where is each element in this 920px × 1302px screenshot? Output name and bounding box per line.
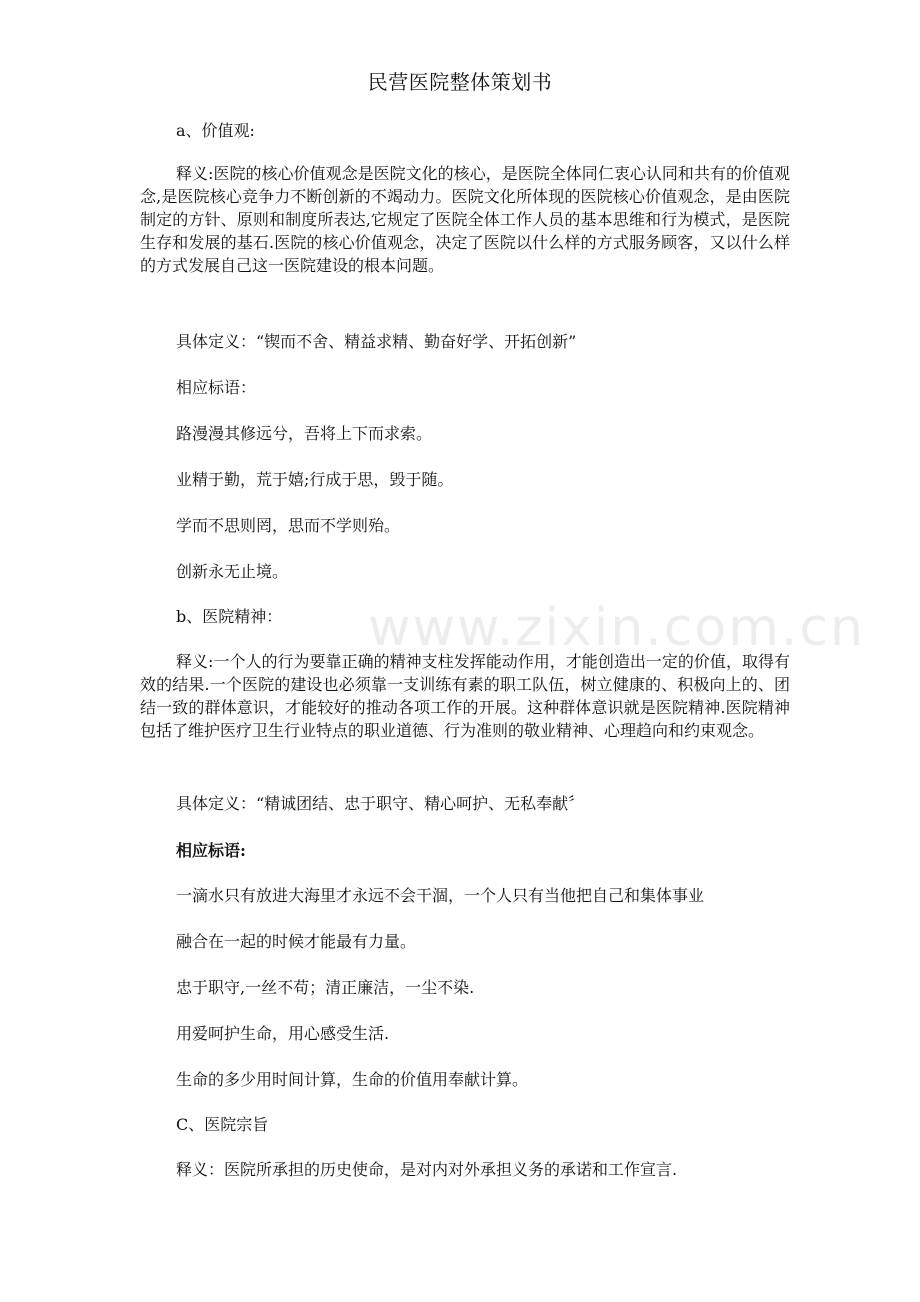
- section-b-slogan-1: 一滴水只有放进大海里才永远不会干涸，一个人只有当他把自己和集体事业: [176, 886, 705, 905]
- section-a-slogan-1: 路漫漫其修远兮，吾将上下而求索。: [176, 424, 433, 443]
- section-c-heading: C、医院宗旨: [176, 1115, 269, 1134]
- section-a-slogan-4: 创新永无止境。: [176, 562, 289, 581]
- section-b-explanation: 释义:一个人的行为要靠正确的精神支柱发挥能动作用，才能创造出一定的价值，取得有效的结果.一个医院的建设也必须靠一支训练有素的职工队伍，树立健康的、积极向上的、团结一致的群体意识，才能较好的推动各项工作的开展。这种群体意识就是医院精神.医院精神包括了维护医疗卫生行业特点的职业道德、行为准则的敬业精神、心理趋向和约束观念。: [140, 652, 790, 740]
- section-b-heading: b、医院精神：: [176, 607, 283, 626]
- watermark: www.zixin.com.cn: [368, 598, 865, 658]
- section-a-definition: 具体定义：“锲而不舍、精益求精、勤奋好学、开拓创新”: [176, 332, 577, 351]
- section-b-slogan-2: 融合在一起的时候才能最有力量。: [176, 932, 417, 951]
- section-a-slogan-2: 业精于勤，荒于嬉;行成于思，毁于随。: [176, 470, 454, 489]
- section-c-explanation: 释义：医院所承担的历史使命，是对内对外承担义务的承诺和工作宣言.: [176, 1160, 678, 1179]
- section-b-slogan-5: 生命的多少用时间计算，生命的价值用奉献计算。: [176, 1070, 529, 1089]
- section-b-slogan-3: 忠于职守,一丝不苟；清正廉洁，一尘不染.: [176, 978, 475, 997]
- document-title: 民营医院整体策划书: [367, 70, 553, 94]
- section-b-slogan-4: 用爱呵护生命，用心感受生活.: [176, 1024, 390, 1043]
- section-b-slogans-heading: 相应标语:: [176, 841, 246, 860]
- section-a-heading: a、价值观:: [176, 121, 255, 140]
- section-a-slogan-3: 学而不思则罔，思而不学则殆。: [176, 516, 401, 535]
- section-b-definition: 具体定义：“精诚团结、忠于职守、精心呵护、无私奉献〞: [176, 794, 585, 813]
- section-a-explanation: 释义:医院的核心价值观念是医院文化的核心，是医院全体同仁衷心认同和共有的价值观念,是医院核心竞争力不断创新的不竭动力。医院文化所体现的医院核心价值观念，是由医院制定的方针、原则和制度所表达,它规定了医院全体工作人员的基本思维和行为模式，是医院生存和发展的基石.医院的核心价值观念，决定了医院以什么样的方式服务顾客，又以什么样的方式发展自己这一医院建设的根本问题。: [140, 164, 790, 275]
- section-a-slogans-heading: 相应标语：: [176, 378, 257, 397]
